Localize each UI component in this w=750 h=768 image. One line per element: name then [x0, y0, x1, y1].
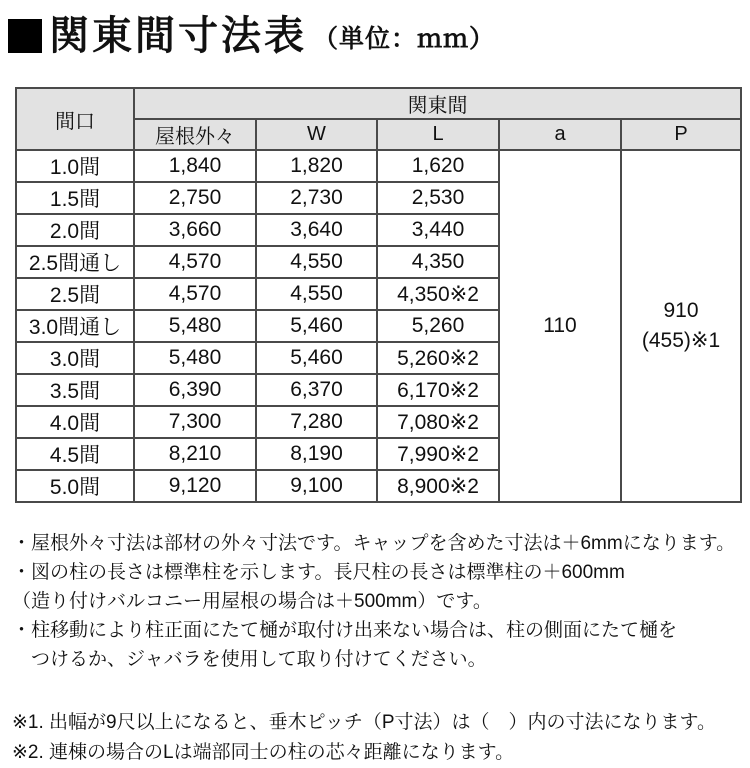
row-label-cell: 5.0間	[16, 470, 134, 502]
value-cell-l: 8,900※2	[377, 470, 499, 502]
row-label-cell: 4.5間	[16, 438, 134, 470]
column-header-4: P	[621, 119, 741, 150]
value-cell-w: 7,280	[256, 406, 377, 438]
page-title	[8, 12, 750, 60]
value-cell-l: 2,530	[377, 182, 499, 214]
row-label-cell: 2.5間	[16, 278, 134, 310]
dimension-table	[15, 87, 742, 503]
row-label-cell: 3.0間	[16, 342, 134, 374]
notes-section	[12, 529, 750, 674]
value-cell-roof: 4,570	[134, 278, 256, 310]
title-text: 関東間寸法表	[49, 14, 307, 58]
value-cell-l: 4,350※2	[377, 278, 499, 310]
column-header-3: a	[499, 119, 621, 150]
row-label-cell: 3.5間	[16, 374, 134, 406]
column-header-1: W	[256, 119, 377, 150]
column-header-0: 屋根外々	[134, 119, 256, 150]
note-line: つけるか、ジャバラを使用して取り付けてください。	[12, 649, 487, 670]
header-kantoma-group: 関東間	[134, 88, 741, 119]
value-cell-w: 5,460	[256, 310, 377, 342]
value-cell-l: 3,440	[377, 214, 499, 246]
value-cell-roof: 6,390	[134, 374, 256, 406]
row-label-cell: 1.0間	[16, 150, 134, 182]
value-cell-w: 4,550	[256, 246, 377, 278]
value-cell-l: 1,620	[377, 150, 499, 182]
footnotes-section	[12, 708, 750, 768]
value-cell-roof: 5,480	[134, 342, 256, 374]
table-row	[16, 150, 741, 182]
value-cell-roof: 2,750	[134, 182, 256, 214]
value-cell-w: 1,820	[256, 150, 377, 182]
value-cell-a-merged: 110	[499, 150, 621, 502]
value-cell-w: 5,460	[256, 342, 377, 374]
value-cell-roof: 4,570	[134, 246, 256, 278]
value-cell-w: 3,640	[256, 214, 377, 246]
value-cell-w: 6,370	[256, 374, 377, 406]
value-cell-l: 7,080※2	[377, 406, 499, 438]
note-line: ・図の柱の長さは標準柱を示します。長尺柱の長さは標準柱の＋600mm	[12, 562, 625, 583]
note-line: ・柱移動により柱正面にたて樋が取付け出来ない場合は、柱の側面にたて樋を	[12, 620, 678, 641]
value-cell-w: 8,190	[256, 438, 377, 470]
value-cell-l: 5,260※2	[377, 342, 499, 374]
black-square-icon	[8, 19, 42, 53]
header-maguchi: 間口	[16, 88, 134, 150]
value-cell-p-merged	[621, 150, 741, 502]
column-header-2: L	[377, 119, 499, 150]
p-value-line: 910	[663, 299, 699, 322]
value-cell-roof: 9,120	[134, 470, 256, 502]
value-cell-roof: 3,660	[134, 214, 256, 246]
note-line: ・屋根外々寸法は部材の外々寸法です。キャップを含めた寸法は＋6mmになります。	[12, 533, 736, 554]
value-cell-l: 5,260	[377, 310, 499, 342]
footnote-line: ※1. 出幅が9尺以上になると、垂木ピッチ（P寸法）は（ ）内の寸法になります。	[12, 712, 717, 733]
value-cell-w: 9,100	[256, 470, 377, 502]
row-label-cell: 2.0間	[16, 214, 134, 246]
row-label-cell: 4.0間	[16, 406, 134, 438]
value-cell-roof: 8,210	[134, 438, 256, 470]
footnote-line: ※2. 連棟の場合のLは端部同士の柱の芯々距離になります。	[12, 742, 515, 763]
p-value-line: (455)※1	[641, 329, 721, 352]
row-label-cell: 2.5間通し	[16, 246, 134, 278]
value-cell-w: 2,730	[256, 182, 377, 214]
row-label-cell: 1.5間	[16, 182, 134, 214]
value-cell-l: 4,350	[377, 246, 499, 278]
row-label-cell: 3.0間通し	[16, 310, 134, 342]
value-cell-roof: 5,480	[134, 310, 256, 342]
value-cell-l: 6,170※2	[377, 374, 499, 406]
note-line: （造り付けバルコニー用屋根の場合は＋500mm）です。	[12, 591, 492, 612]
value-cell-roof: 1,840	[134, 150, 256, 182]
title-unit-label: （単位：ｍｍ）	[313, 24, 496, 53]
value-cell-roof: 7,300	[134, 406, 256, 438]
value-cell-l: 7,990※2	[377, 438, 499, 470]
value-cell-w: 4,550	[256, 278, 377, 310]
